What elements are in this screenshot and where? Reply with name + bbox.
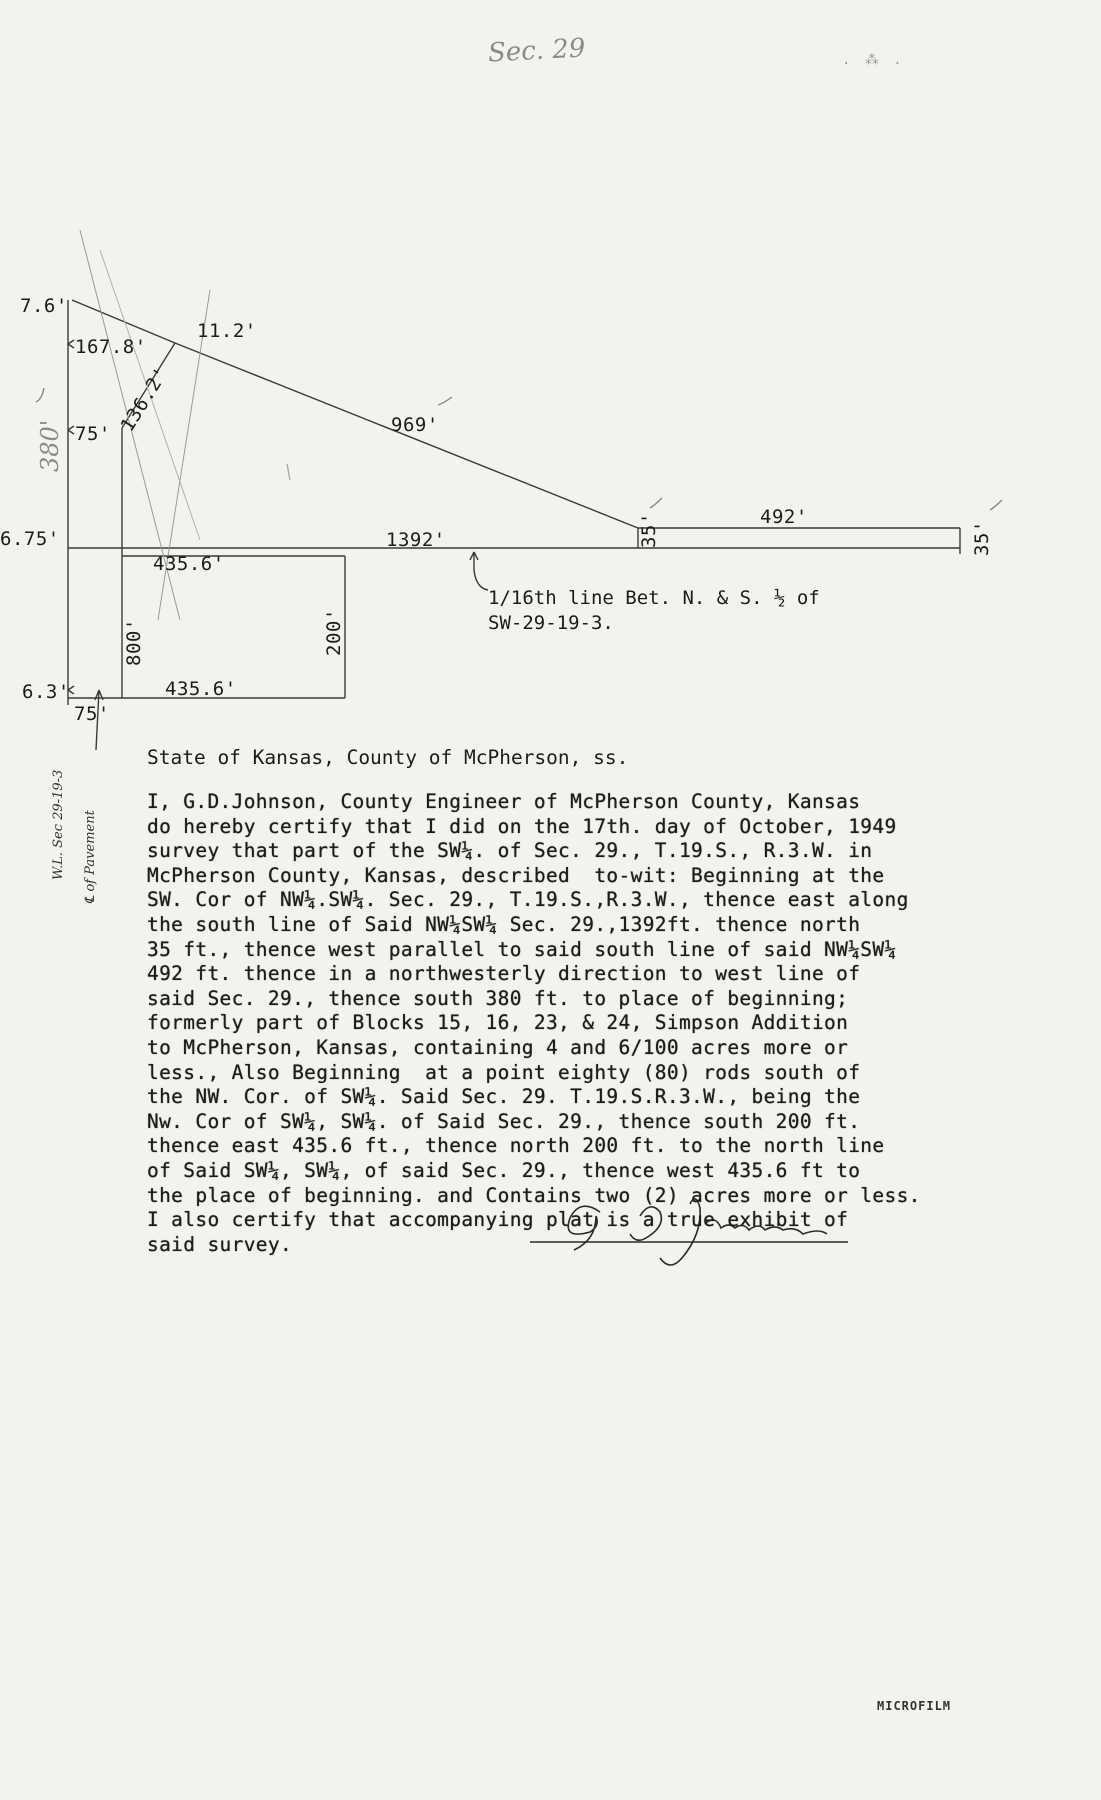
label-380: 380' <box>36 419 64 472</box>
venue-line: State of Kansas, County of McPherson, ss. <box>147 746 629 769</box>
body-line: said Sec. 29., thence south 380 ft. to place of beginning; <box>147 986 849 1010</box>
label-492: 492' <box>760 506 808 528</box>
label-136: 136.2' <box>116 363 173 436</box>
certificate-body <box>147 790 1007 1257</box>
body-line: 492 ft. thence in a northwesterly direction to west line of <box>147 962 861 986</box>
label-75-bottom: 75' <box>74 703 110 725</box>
caption-line: SW-29-19-3. <box>488 612 614 634</box>
label-800: 800' <box>123 618 145 666</box>
label-435-top: 435.6' <box>153 553 225 575</box>
body-line: of Said SW¼, SW¼, of said Sec. 29., thence west 435.6 ft to <box>147 1158 861 1182</box>
body-line: thence east 435.6 ft., thence north 200 ft. to the north line <box>147 1134 885 1158</box>
label-435-bottom: 435.6' <box>165 678 237 700</box>
body-line: SW. Cor of NW¼.SW¼. Sec. 29., T.19.S.,R.3.W., thence east along <box>147 888 909 912</box>
body-line: I, G.D.Johnson, County Engineer of McPherson County, Kansas <box>147 790 861 813</box>
margin-note-west-line: W.L. Sec 29-19-3 <box>51 769 66 880</box>
body-line: Nw. Cor of SW¼, SW¼. of Said Sec. 29., thence south 200 ft. <box>147 1109 861 1133</box>
label-top-left: 7.6' <box>20 295 68 317</box>
body-line: to McPherson, Kansas, containing 4 and 6/100 acres more or <box>147 1035 849 1059</box>
body-line: McPherson County, Kansas, described to-wit: Beginning at the <box>147 863 885 887</box>
label-11-2: 11.2' <box>197 320 257 342</box>
body-line: I also certify that accompanying plat is a true exhibit of <box>147 1208 849 1232</box>
microfilm-stamp: MICROFILM <box>877 1699 952 1713</box>
label-75-top: 75' <box>75 423 111 445</box>
label-200: 200' <box>323 608 345 656</box>
body-line: do hereby certify that I did on the 17th. day of October, 1949 <box>147 814 897 838</box>
body-line: less., Also Beginning at a point eighty (80) rods south of <box>147 1060 861 1084</box>
body-line: 35 ft., thence west parallel to said south line of said NW¼SW¼ <box>147 937 897 961</box>
body-line: the south line of Said NW¼SW¼ Sec. 29.,1392ft. thence north <box>147 912 861 936</box>
body-line: said survey. <box>147 1232 293 1256</box>
body-line: formerly part of Blocks 15, 16, 23, & 24, Simpson Addition <box>147 1011 849 1035</box>
top-right-marks: . ⁂ . <box>842 52 905 68</box>
body-line: the place of beginning. and Contains two (2) acres more or less. <box>147 1183 921 1207</box>
body-line: the NW. Cor. of SW¼. Said Sec. 29. T.19.S.R.3.W., being the <box>147 1085 861 1109</box>
plat-caption <box>488 586 820 636</box>
margin-note-pavement: ℄ of Pavement <box>83 810 98 904</box>
label-969: 969' <box>391 414 439 436</box>
body-line: survey that part of the SW¼. of Sec. 29., T.19.S., R.3.W. in <box>147 839 873 863</box>
label-6-75: 6.75' <box>0 528 60 550</box>
label-35-right: 35' <box>971 520 993 556</box>
label-6-3: 6.3' <box>22 681 70 703</box>
label-167: 167.8' <box>75 336 147 358</box>
label-35-mid: 35' <box>638 512 660 548</box>
caption-line: 1/16th line Bet. N. & S. ½ of <box>488 587 820 609</box>
label-1392: 1392' <box>386 529 446 551</box>
section-note: Sec. 29 <box>487 33 587 69</box>
